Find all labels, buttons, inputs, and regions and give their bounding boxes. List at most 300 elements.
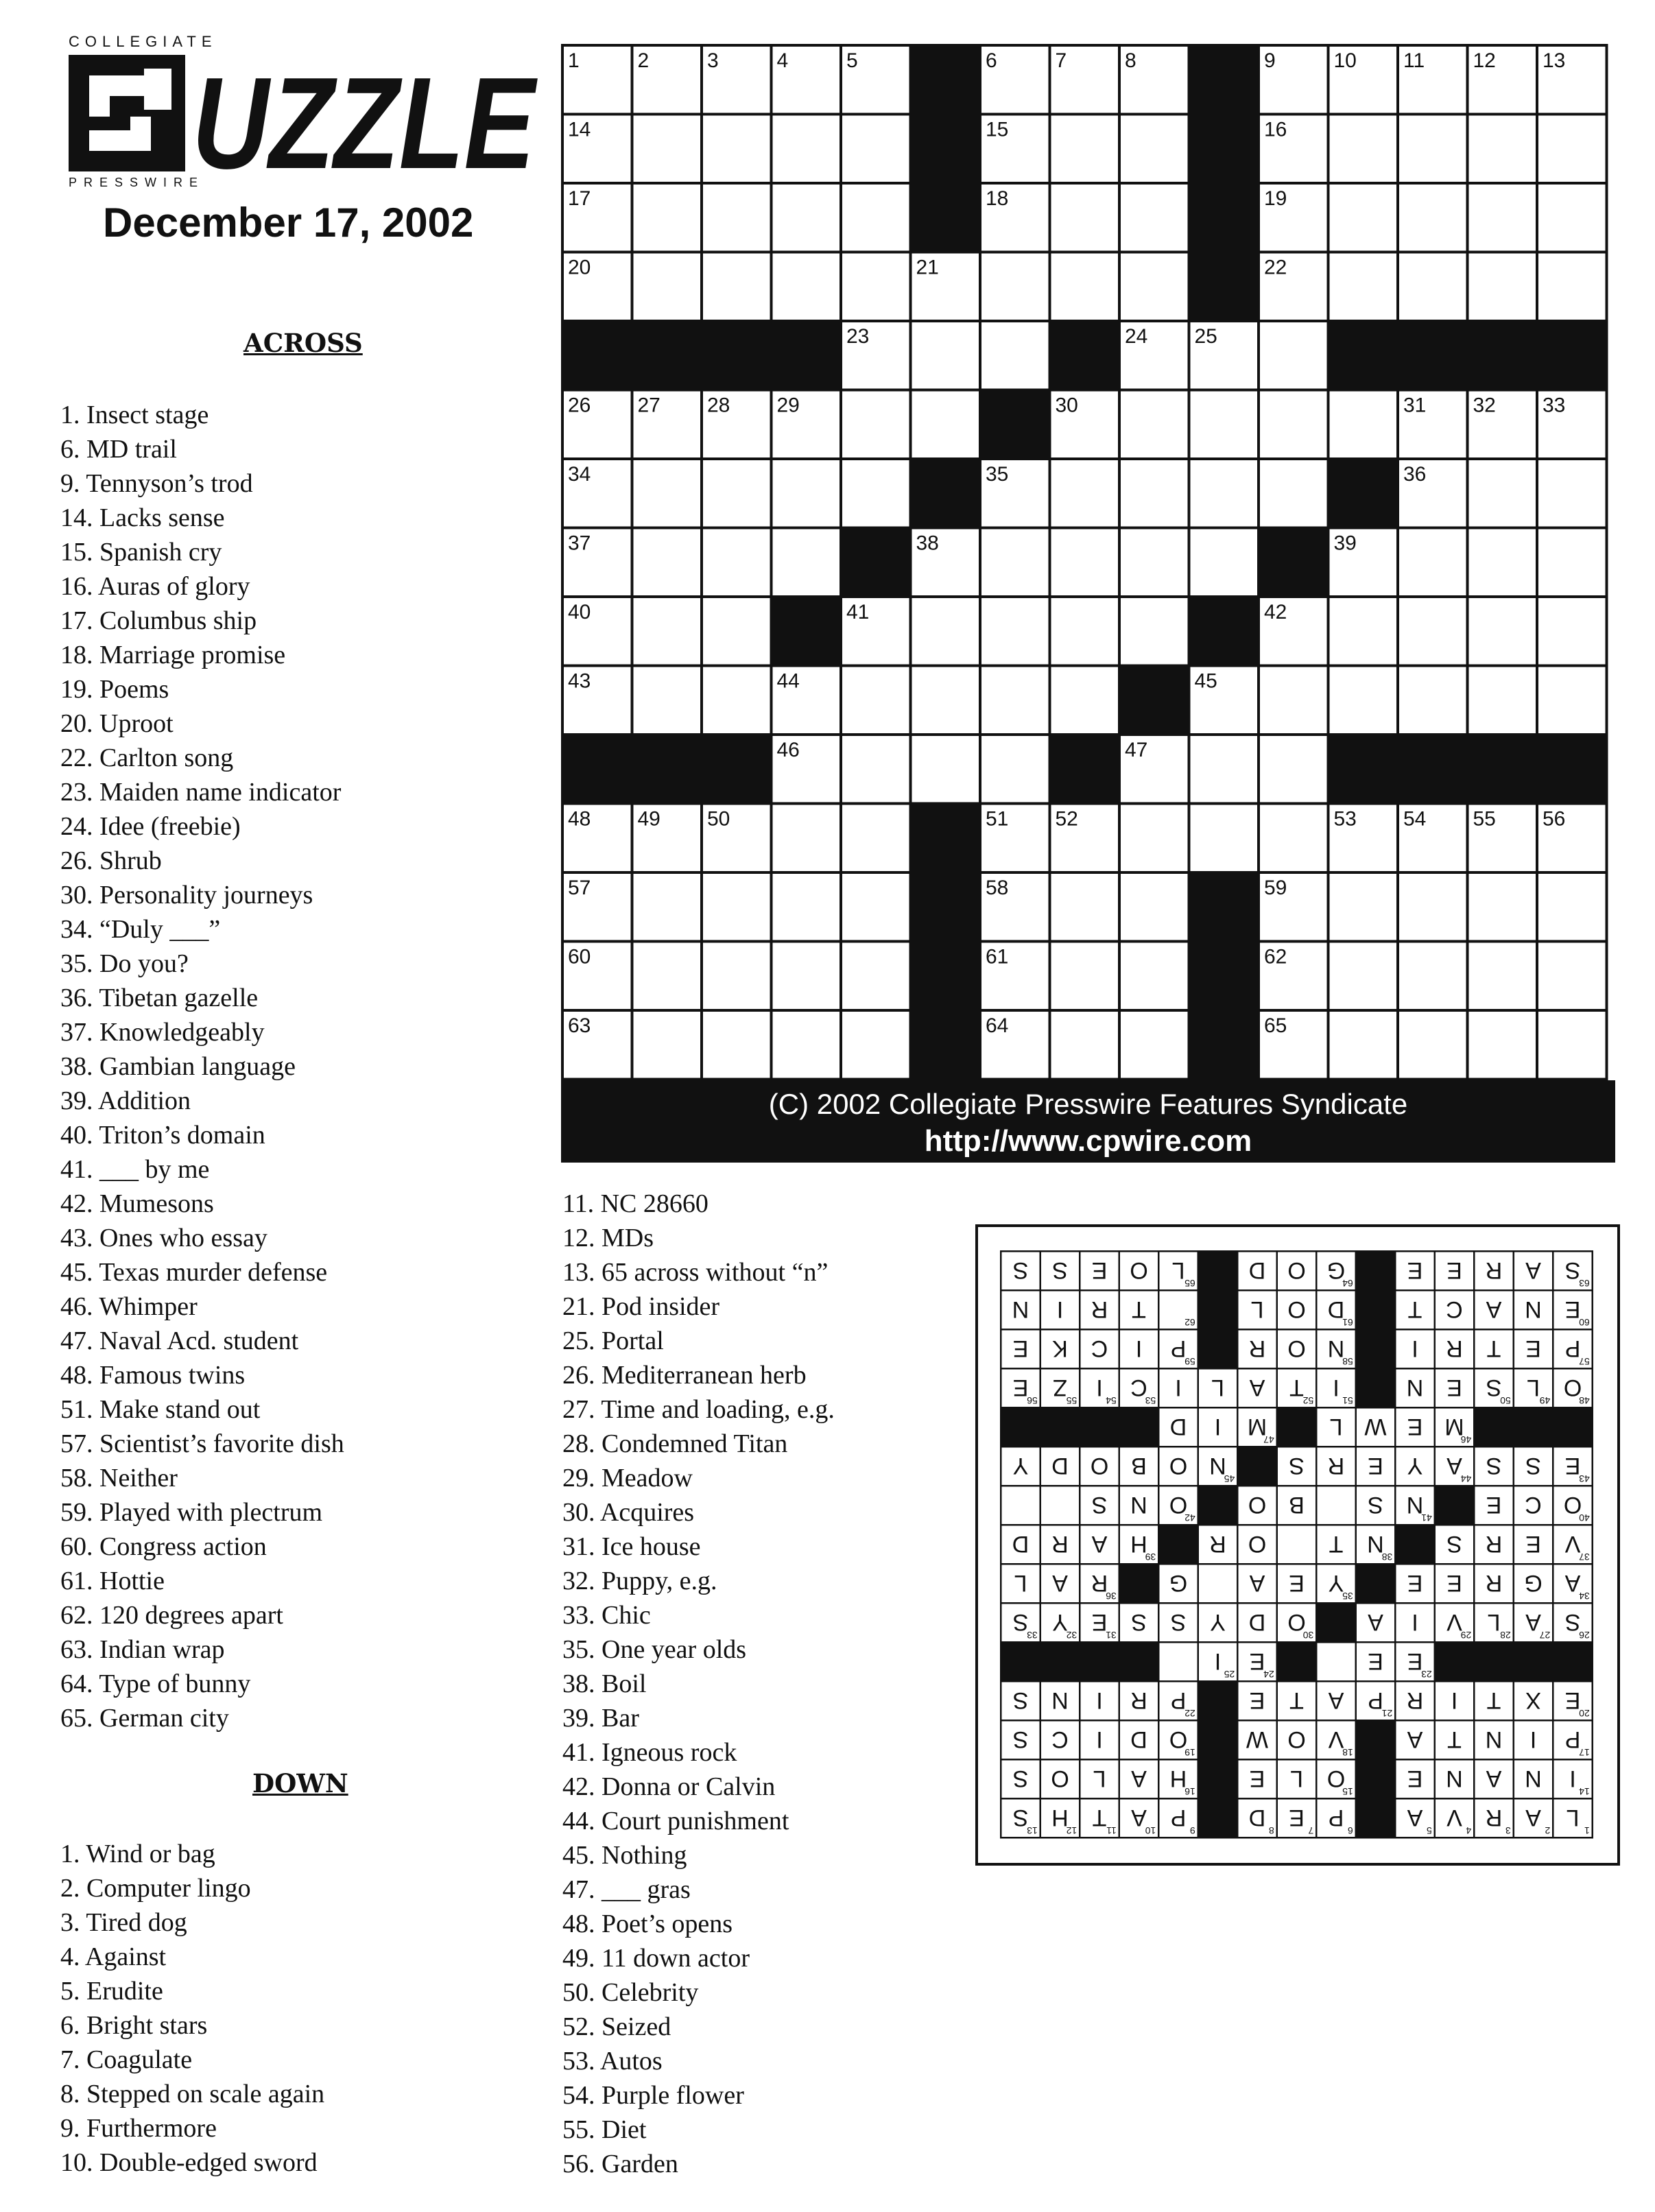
grid-cell[interactable] xyxy=(841,528,911,597)
grid-cell[interactable] xyxy=(1468,597,1538,666)
grid-cell[interactable] xyxy=(772,872,842,942)
grid-clue-number: 30 xyxy=(1055,394,1078,417)
solution-letter: Y xyxy=(1328,1569,1344,1596)
solution-letter: N xyxy=(1525,1765,1542,1792)
grid-cell[interactable] xyxy=(772,390,842,460)
solution-letter: O xyxy=(1248,1491,1267,1518)
grid-cell[interactable] xyxy=(772,804,842,873)
grid-cell[interactable] xyxy=(702,666,772,735)
grid-cell[interactable] xyxy=(1398,597,1468,666)
grid-cell[interactable] xyxy=(1259,872,1329,942)
grid-cell[interactable] xyxy=(1537,390,1607,460)
solution-clue-number: 6 xyxy=(1347,1825,1353,1837)
grid-cell[interactable] xyxy=(841,597,911,666)
solution-clue-number: 36 xyxy=(1106,1591,1117,1602)
grid-cell[interactable] xyxy=(772,45,842,115)
grid-cell[interactable] xyxy=(841,183,911,252)
grid-cell[interactable] xyxy=(841,1010,911,1080)
grid-cell[interactable] xyxy=(980,45,1050,115)
grid-cell[interactable] xyxy=(772,942,842,1011)
grid-cell[interactable] xyxy=(772,528,842,597)
grid-cell[interactable] xyxy=(1189,115,1259,184)
grid-cell[interactable] xyxy=(562,183,632,252)
grid-cell[interactable] xyxy=(911,115,981,184)
grid-cell[interactable] xyxy=(772,321,842,390)
grid-cell[interactable] xyxy=(1537,597,1607,666)
solution-clue-number: 1 xyxy=(1584,1825,1590,1837)
grid-cell[interactable] xyxy=(980,666,1050,735)
grid-cell[interactable] xyxy=(632,1010,702,1080)
solution-cell xyxy=(1316,1720,1356,1759)
grid-cell[interactable] xyxy=(1259,942,1329,1011)
grid-cell[interactable] xyxy=(1189,459,1259,528)
grid-cell[interactable] xyxy=(1537,804,1607,873)
grid-cell[interactable] xyxy=(562,872,632,942)
solution-letter: D xyxy=(1248,1608,1266,1635)
grid-cell[interactable] xyxy=(1329,390,1398,460)
grid-cell[interactable] xyxy=(1050,1010,1120,1080)
grid-cell[interactable] xyxy=(1329,528,1398,597)
solution-letter: R xyxy=(1485,1530,1503,1557)
solution-cell xyxy=(1435,1407,1475,1447)
grid-cell[interactable] xyxy=(980,459,1050,528)
grid-clue-number: 37 xyxy=(568,532,591,555)
grid-cell[interactable] xyxy=(1259,528,1329,597)
grid-cell[interactable] xyxy=(1259,183,1329,252)
grid-cell[interactable] xyxy=(702,321,772,390)
grid-cell[interactable] xyxy=(1189,390,1259,460)
grid-cell[interactable] xyxy=(1259,597,1329,666)
grid-cell[interactable] xyxy=(1259,735,1329,804)
grid-cell[interactable] xyxy=(911,1010,981,1080)
grid-clue-number: 15 xyxy=(986,118,1009,141)
grid-cell[interactable] xyxy=(632,252,702,322)
grid-cell[interactable] xyxy=(841,872,911,942)
grid-cell[interactable] xyxy=(911,872,981,942)
grid-cell[interactable] xyxy=(702,45,772,115)
grid-cell[interactable] xyxy=(1050,45,1120,115)
grid-cell[interactable] xyxy=(1050,666,1120,735)
grid-cell[interactable] xyxy=(911,804,981,873)
grid-cell[interactable] xyxy=(980,115,1050,184)
grid-cell[interactable] xyxy=(772,459,842,528)
grid-cell[interactable] xyxy=(1329,735,1398,804)
grid-cell[interactable] xyxy=(1398,528,1468,597)
grid-cell[interactable] xyxy=(702,528,772,597)
grid-cell[interactable] xyxy=(562,252,632,322)
grid-cell[interactable] xyxy=(562,735,632,804)
grid-cell[interactable] xyxy=(1398,735,1468,804)
grid-cell[interactable] xyxy=(1398,252,1468,322)
grid-cell[interactable] xyxy=(1050,390,1120,460)
grid-cell[interactable] xyxy=(980,252,1050,322)
across-clue-9: 9. Tennyson’s trod xyxy=(60,469,253,498)
solution-cell xyxy=(1514,1486,1553,1525)
grid-cell[interactable] xyxy=(562,115,632,184)
solution-cell xyxy=(1158,1681,1198,1720)
grid-cell[interactable] xyxy=(702,1010,772,1080)
solution-letter: S xyxy=(1289,1452,1305,1479)
grid-cell[interactable] xyxy=(562,321,632,390)
grid-cell[interactable] xyxy=(1119,735,1189,804)
grid-cell[interactable] xyxy=(1119,872,1189,942)
solution-cell xyxy=(1435,1681,1475,1720)
grid-cell[interactable] xyxy=(1259,459,1329,528)
grid-cell[interactable] xyxy=(1468,735,1538,804)
grid-cell[interactable] xyxy=(1259,321,1329,390)
grid-cell[interactable] xyxy=(1119,942,1189,1011)
grid-cell[interactable] xyxy=(772,183,842,252)
grid-cell[interactable] xyxy=(632,321,702,390)
grid-cell[interactable] xyxy=(980,872,1050,942)
grid-cell[interactable] xyxy=(980,804,1050,873)
grid-cell[interactable] xyxy=(911,735,981,804)
grid-cell[interactable] xyxy=(1189,735,1259,804)
grid-cell[interactable] xyxy=(1537,528,1607,597)
grid-cell[interactable] xyxy=(562,45,632,115)
grid-cell[interactable] xyxy=(1468,321,1538,390)
solution-letter: S xyxy=(1368,1491,1383,1518)
grid-cell[interactable] xyxy=(702,390,772,460)
solution-clue-number: 17 xyxy=(1579,1747,1590,1759)
grid-cell[interactable] xyxy=(1468,183,1538,252)
grid-cell[interactable] xyxy=(980,321,1050,390)
solution-cell xyxy=(1514,1525,1553,1564)
solution-cell xyxy=(1001,1251,1040,1290)
grid-cell[interactable] xyxy=(1329,183,1398,252)
grid-cell[interactable] xyxy=(632,390,702,460)
grid-cell[interactable] xyxy=(1189,252,1259,322)
grid-cell[interactable] xyxy=(1537,666,1607,735)
grid-cell[interactable] xyxy=(1398,45,1468,115)
grid-cell[interactable] xyxy=(702,597,772,666)
grid-cell[interactable] xyxy=(1119,459,1189,528)
grid-cell[interactable] xyxy=(632,183,702,252)
solution-letter: S xyxy=(1012,1257,1029,1283)
grid-cell[interactable] xyxy=(1050,183,1120,252)
solution-cell xyxy=(1474,1642,1514,1681)
solution-letter: N xyxy=(1012,1296,1029,1322)
solution-cell xyxy=(1119,1603,1159,1642)
website-link[interactable]: http://www.cpwire.com xyxy=(924,1124,1252,1158)
crossword-grid[interactable] xyxy=(561,44,1615,1081)
grid-cell[interactable] xyxy=(911,321,981,390)
solution-letter: O xyxy=(1287,1296,1306,1322)
solution-clue-number: 38 xyxy=(1381,1551,1393,1563)
grid-cell[interactable] xyxy=(1537,115,1607,184)
grid-cell[interactable] xyxy=(1119,1010,1189,1080)
solution-letter: H xyxy=(1169,1765,1187,1792)
grid-clue-number: 64 xyxy=(986,1014,1009,1037)
grid-cell[interactable] xyxy=(1119,252,1189,322)
grid-cell[interactable] xyxy=(911,942,981,1011)
grid-cell[interactable] xyxy=(562,942,632,1011)
grid-cell[interactable] xyxy=(1119,804,1189,873)
grid-cell[interactable] xyxy=(702,115,772,184)
grid-clue-number: 19 xyxy=(1264,187,1287,210)
grid-clue-number: 25 xyxy=(1194,325,1217,348)
solution-letter: O xyxy=(1130,1257,1148,1283)
grid-cell[interactable] xyxy=(841,321,911,390)
grid-cell[interactable] xyxy=(702,872,772,942)
grid-cell[interactable] xyxy=(1189,321,1259,390)
grid-cell[interactable] xyxy=(1468,1010,1538,1080)
down-clue-11: 11. NC 28660 xyxy=(562,1189,709,1218)
grid-cell[interactable] xyxy=(911,252,981,322)
grid-cell[interactable] xyxy=(1329,45,1398,115)
grid-cell[interactable] xyxy=(1329,321,1398,390)
grid-cell[interactable] xyxy=(911,459,981,528)
solution-cell xyxy=(1080,1642,1119,1681)
grid-cell[interactable] xyxy=(1537,1010,1607,1080)
grid-cell[interactable] xyxy=(841,390,911,460)
grid-cell[interactable] xyxy=(1050,597,1120,666)
grid-clue-number: 48 xyxy=(568,807,591,831)
grid-cell[interactable] xyxy=(702,735,772,804)
solution-letter: O xyxy=(1287,1335,1306,1361)
grid-cell[interactable] xyxy=(562,597,632,666)
solution-clue-number: 62 xyxy=(1184,1317,1195,1329)
solution-letter: P xyxy=(1564,1726,1581,1752)
grid-cell[interactable] xyxy=(841,45,911,115)
solution-cell xyxy=(1514,1251,1553,1290)
solution-cell xyxy=(1474,1525,1514,1564)
grid-cell[interactable] xyxy=(1537,942,1607,1011)
grid-cell[interactable] xyxy=(1329,666,1398,735)
grid-cell[interactable] xyxy=(702,183,772,252)
grid-cell[interactable] xyxy=(1468,115,1538,184)
solution-letter: S xyxy=(1052,1257,1068,1283)
grid-cell[interactable] xyxy=(1398,390,1468,460)
grid-cell[interactable] xyxy=(1329,1010,1398,1080)
grid-cell[interactable] xyxy=(562,459,632,528)
grid-cell[interactable] xyxy=(1119,183,1189,252)
grid-cell[interactable] xyxy=(1259,115,1329,184)
grid-cell[interactable] xyxy=(1259,804,1329,873)
grid-cell[interactable] xyxy=(1050,804,1120,873)
grid-cell[interactable] xyxy=(1259,1010,1329,1080)
grid-cell[interactable] xyxy=(1468,872,1538,942)
grid-cell[interactable] xyxy=(841,459,911,528)
grid-cell[interactable] xyxy=(1259,390,1329,460)
grid-cell[interactable] xyxy=(1189,804,1259,873)
grid-cell[interactable] xyxy=(1468,252,1538,322)
solution-letter: P xyxy=(1368,1687,1383,1713)
grid-cell[interactable] xyxy=(632,45,702,115)
grid-cell[interactable] xyxy=(632,115,702,184)
grid-cell[interactable] xyxy=(1050,735,1120,804)
grid-cell[interactable] xyxy=(1537,45,1607,115)
solution-cell xyxy=(1553,1798,1593,1838)
grid-cell[interactable] xyxy=(911,45,981,115)
grid-cell[interactable] xyxy=(702,252,772,322)
grid-cell[interactable] xyxy=(1398,872,1468,942)
grid-cell[interactable] xyxy=(1329,804,1398,873)
grid-cell[interactable] xyxy=(772,597,842,666)
grid-clue-number: 12 xyxy=(1473,49,1496,72)
solution-cell xyxy=(1040,1759,1080,1798)
grid-cell[interactable] xyxy=(980,390,1050,460)
grid-cell[interactable] xyxy=(1119,321,1189,390)
grid-cell[interactable] xyxy=(1259,45,1329,115)
grid-cell[interactable] xyxy=(632,735,702,804)
grid-cell[interactable] xyxy=(1398,115,1468,184)
grid-cell[interactable] xyxy=(1468,942,1538,1011)
grid-cell[interactable] xyxy=(772,1010,842,1080)
solution-cell xyxy=(1198,1251,1238,1290)
grid-cell[interactable] xyxy=(1119,597,1189,666)
grid-cell[interactable] xyxy=(980,735,1050,804)
grid-cell[interactable] xyxy=(562,390,632,460)
grid-cell[interactable] xyxy=(1050,872,1120,942)
solution-cell xyxy=(1277,1564,1317,1603)
grid-cell[interactable] xyxy=(841,115,911,184)
grid-cell[interactable] xyxy=(562,1010,632,1080)
grid-cell[interactable] xyxy=(632,804,702,873)
grid-cell[interactable] xyxy=(1329,115,1398,184)
grid-cell[interactable] xyxy=(702,942,772,1011)
grid-cell[interactable] xyxy=(1537,321,1607,390)
grid-cell[interactable] xyxy=(1050,321,1120,390)
grid-cell[interactable] xyxy=(632,459,702,528)
grid-cell[interactable] xyxy=(1119,115,1189,184)
grid-cell[interactable] xyxy=(1468,390,1538,460)
grid-cell[interactable] xyxy=(911,666,981,735)
grid-cell[interactable] xyxy=(702,459,772,528)
grid-cell[interactable] xyxy=(1189,597,1259,666)
grid-cell[interactable] xyxy=(1329,872,1398,942)
grid-cell[interactable] xyxy=(632,528,702,597)
grid-cell[interactable] xyxy=(841,735,911,804)
grid-cell[interactable] xyxy=(1537,252,1607,322)
grid-cell[interactable] xyxy=(632,942,702,1011)
grid-cell[interactable] xyxy=(1189,872,1259,942)
grid-cell[interactable] xyxy=(1119,45,1189,115)
grid-cell[interactable] xyxy=(1398,459,1468,528)
grid-cell[interactable] xyxy=(1468,666,1538,735)
grid-cell[interactable] xyxy=(632,666,702,735)
grid-cell[interactable] xyxy=(911,183,981,252)
grid-cell[interactable] xyxy=(1468,528,1538,597)
grid-cell[interactable] xyxy=(1189,45,1259,115)
solution-cell xyxy=(1277,1290,1317,1329)
grid-cell[interactable] xyxy=(1329,942,1398,1011)
grid-cell[interactable] xyxy=(911,597,981,666)
grid-clue-number: 26 xyxy=(568,394,591,417)
grid-cell[interactable] xyxy=(772,252,842,322)
grid-cell[interactable] xyxy=(772,735,842,804)
solution-letter: A xyxy=(1407,1804,1423,1831)
grid-cell[interactable] xyxy=(1189,1010,1259,1080)
grid-cell[interactable] xyxy=(1119,666,1189,735)
grid-cell[interactable] xyxy=(980,597,1050,666)
solution-cell xyxy=(1237,1447,1277,1486)
grid-cell[interactable] xyxy=(1398,183,1468,252)
solution-letter: G xyxy=(1169,1569,1188,1596)
grid-cell[interactable] xyxy=(1468,459,1538,528)
solution-cell xyxy=(1356,1251,1396,1290)
solution-cell xyxy=(1001,1290,1040,1329)
grid-cell[interactable] xyxy=(1119,528,1189,597)
grid-cell[interactable] xyxy=(841,252,911,322)
grid-cell[interactable] xyxy=(1189,666,1259,735)
grid-cell[interactable] xyxy=(1537,459,1607,528)
grid-cell[interactable] xyxy=(562,804,632,873)
solution-letter: C xyxy=(1446,1296,1463,1322)
grid-cell[interactable] xyxy=(841,942,911,1011)
across-clue-14: 14. Lacks sense xyxy=(60,503,225,532)
solution-letter: O xyxy=(1169,1491,1188,1518)
solution-cell xyxy=(1514,1603,1553,1642)
grid-cell[interactable] xyxy=(1398,804,1468,873)
grid-cell[interactable] xyxy=(1329,252,1398,322)
solution-cell xyxy=(1395,1642,1435,1681)
grid-cell[interactable] xyxy=(1050,459,1120,528)
grid-cell[interactable] xyxy=(1329,459,1398,528)
grid-cell[interactable] xyxy=(1259,666,1329,735)
across-clue-61: 61. Hottie xyxy=(60,1567,165,1595)
across-clue-45: 45. Texas murder defense xyxy=(60,1258,328,1287)
grid-cell[interactable] xyxy=(1119,390,1189,460)
solution-clue-number: 44 xyxy=(1460,1473,1472,1485)
grid-cell[interactable] xyxy=(1189,942,1259,1011)
grid-cell[interactable] xyxy=(911,528,981,597)
grid-cell[interactable] xyxy=(1050,528,1120,597)
across-clue-51: 51. Make stand out xyxy=(60,1395,261,1424)
solution-letter: R xyxy=(1485,1569,1503,1596)
grid-cell[interactable] xyxy=(841,666,911,735)
grid-cell[interactable] xyxy=(911,390,981,460)
grid-cell[interactable] xyxy=(1189,183,1259,252)
grid-cell[interactable] xyxy=(1329,597,1398,666)
solution-cell xyxy=(1198,1525,1238,1564)
grid-cell[interactable] xyxy=(1189,528,1259,597)
grid-cell[interactable] xyxy=(772,115,842,184)
grid-cell[interactable] xyxy=(1050,115,1120,184)
grid-cell[interactable] xyxy=(980,942,1050,1011)
grid-cell[interactable] xyxy=(980,528,1050,597)
grid-cell[interactable] xyxy=(702,804,772,873)
grid-cell[interactable] xyxy=(1398,666,1468,735)
grid-cell[interactable] xyxy=(1537,872,1607,942)
grid-cell[interactable] xyxy=(1398,1010,1468,1080)
grid-cell[interactable] xyxy=(562,528,632,597)
grid-cell[interactable] xyxy=(1398,321,1468,390)
grid-cell[interactable] xyxy=(1468,45,1538,115)
grid-cell[interactable] xyxy=(772,666,842,735)
solution-clue-number: 13 xyxy=(1027,1825,1038,1837)
grid-cell[interactable] xyxy=(841,804,911,873)
grid-cell[interactable] xyxy=(1468,804,1538,873)
grid-cell[interactable] xyxy=(1537,183,1607,252)
down-heading: DOWN xyxy=(252,1768,348,1798)
solution-letter: I xyxy=(1569,1765,1576,1792)
grid-cell[interactable] xyxy=(1050,252,1120,322)
grid-cell[interactable] xyxy=(980,183,1050,252)
down-clue-list-right xyxy=(562,1187,835,2181)
grid-cell[interactable] xyxy=(1050,942,1120,1011)
grid-cell[interactable] xyxy=(1398,942,1468,1011)
grid-cell[interactable] xyxy=(1259,252,1329,322)
grid-cell[interactable] xyxy=(980,1010,1050,1080)
grid-cell[interactable] xyxy=(562,666,632,735)
grid-cell[interactable] xyxy=(632,597,702,666)
across-clue-62: 62. 120 degrees apart xyxy=(60,1601,283,1630)
down-clue-25: 25. Portal xyxy=(562,1327,664,1355)
grid-cell[interactable] xyxy=(632,872,702,942)
grid-cell[interactable] xyxy=(1537,735,1607,804)
solution-clue-number: 56 xyxy=(1027,1395,1038,1407)
